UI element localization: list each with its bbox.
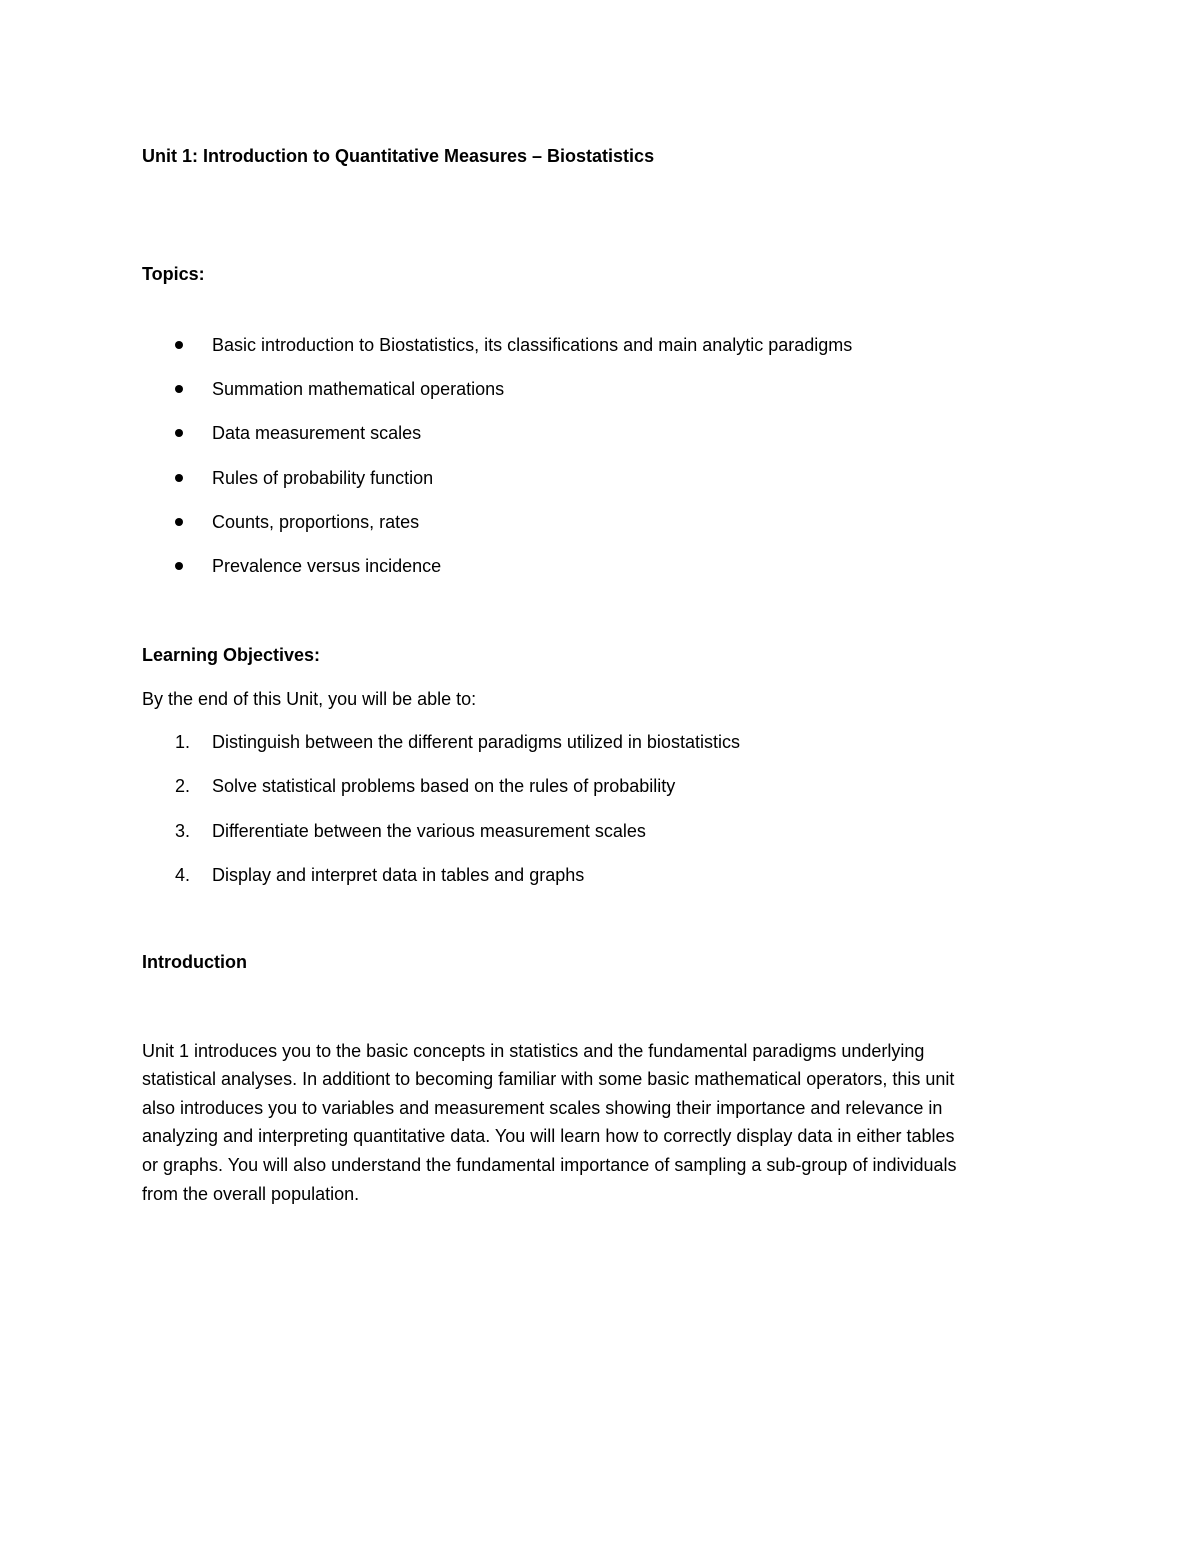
objective-item: Differentiate between the various measurement scales	[212, 821, 646, 841]
paragraph-line: from the overall population.	[142, 1184, 360, 1204]
bullet-icon	[175, 429, 183, 437]
topic-item: Summation mathematical operations	[212, 379, 505, 399]
topic-item: Counts, proportions, rates	[212, 512, 420, 532]
objectives-heading: Learning Objectives:	[142, 645, 321, 665]
objectives-intro: By the end of this Unit, you will be able to:	[142, 689, 477, 709]
objective-item: Distinguish between the different paradigms utilized in biostatistics	[212, 732, 740, 752]
paragraph-line: or graphs. You will also understand the fundamental importance of sampling a sub-group of individuals	[142, 1155, 957, 1175]
topic-item: Data measurement scales	[212, 423, 422, 443]
paragraph-line: also introduces you to variables and measurement scales showing their importance and relevance in	[142, 1098, 943, 1118]
bullet-icon	[175, 562, 183, 570]
topic-item: Prevalence versus incidence	[212, 556, 442, 576]
objective-number: 4.	[175, 865, 191, 885]
objective-item: Solve statistical problems based on the rules of probability	[212, 776, 676, 796]
paragraph-line: statistical analyses. In additiont to becoming familiar with some basic mathematical operators, this unit	[142, 1069, 955, 1089]
objective-number: 3.	[175, 821, 191, 841]
topics-heading: Topics:	[142, 264, 205, 284]
paragraph-line: Unit 1 introduces you to the basic concepts in statistics and the fundamental paradigms underlying	[142, 1041, 925, 1061]
bullet-icon	[175, 385, 183, 393]
bullet-icon	[175, 474, 183, 482]
document-title: Unit 1: Introduction to Quantitative Measures – Biostatistics	[142, 146, 655, 166]
objective-number: 1.	[175, 732, 191, 752]
topic-item: Basic introduction to Biostatistics, its classifications and main analytic paradigms	[212, 335, 853, 355]
objective-number: 2.	[175, 776, 191, 796]
introduction-heading: Introduction	[142, 952, 247, 972]
bullet-icon	[175, 518, 183, 526]
bullet-icon	[175, 341, 183, 349]
paragraph-line: analyzing and interpreting quantitative data. You will learn how to correctly display data in either tables	[142, 1126, 955, 1146]
objective-item: Display and interpret data in tables and graphs	[212, 865, 585, 885]
topic-item: Rules of probability function	[212, 468, 434, 488]
